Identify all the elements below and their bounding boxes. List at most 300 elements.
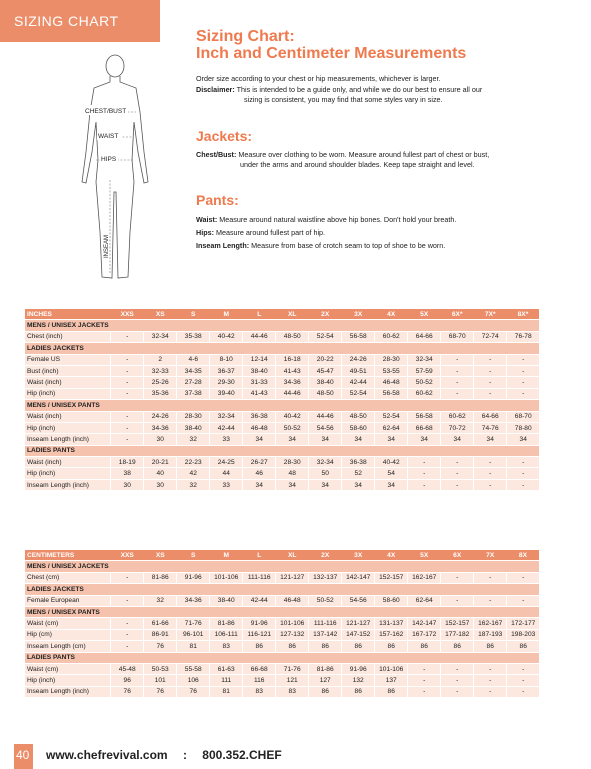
- section-label: MENS / UNISEX PANTS: [25, 606, 111, 617]
- table-cell: -: [441, 675, 474, 686]
- table-row: [25, 663, 539, 674]
- table-cell: -: [111, 422, 144, 433]
- table-cell: [243, 445, 276, 456]
- table-row: [25, 411, 539, 422]
- table-cell: [111, 320, 144, 331]
- row-label: Waist (inch): [25, 457, 111, 468]
- table-cell: 34: [342, 479, 375, 490]
- table-row: [25, 468, 539, 479]
- table-cell: 52-54: [375, 411, 408, 422]
- table-cell: 121: [276, 675, 309, 686]
- table-cell: [441, 652, 474, 663]
- section-label: LADIES JACKETS: [25, 343, 111, 354]
- table-cell: 38: [111, 468, 144, 479]
- table-cell: 96-101: [177, 629, 210, 640]
- table-cell: 53-55: [375, 365, 408, 376]
- table-cell: -: [507, 365, 540, 376]
- table-cell: 56-58: [342, 331, 375, 342]
- table-cell: 38-40: [309, 377, 342, 388]
- table-cell: 60-62: [375, 331, 408, 342]
- section-label: LADIES JACKETS: [25, 584, 111, 595]
- table-cell: 46-48: [276, 595, 309, 606]
- table-cell: 20-21: [144, 457, 177, 468]
- table-cell: 55-58: [177, 663, 210, 674]
- table-cell: 60-62: [441, 411, 474, 422]
- table-cell: 66-68: [243, 663, 276, 674]
- table-cell: 34: [342, 434, 375, 445]
- table-cell: [210, 343, 243, 354]
- table-cell: -: [507, 663, 540, 674]
- table-cell: -: [111, 595, 144, 606]
- table-cell: 68-70: [507, 411, 540, 422]
- size-header: 3X: [342, 309, 375, 320]
- table-cell: [375, 652, 408, 663]
- table-cell: 111-116: [309, 618, 342, 629]
- page-title: [196, 28, 466, 62]
- table-cell: 32: [177, 434, 210, 445]
- table-cell: -: [111, 618, 144, 629]
- row-label: Hip (inch): [25, 388, 111, 399]
- table-cell: [210, 584, 243, 595]
- table-cell: [177, 400, 210, 411]
- table-cell: -: [507, 388, 540, 399]
- table-row: [25, 629, 539, 640]
- table-cell: [441, 343, 474, 354]
- table-cell: 44-46: [276, 388, 309, 399]
- table-cell: [342, 343, 375, 354]
- row-label: Hip (inch): [25, 422, 111, 433]
- table-cell: 46-48: [375, 377, 408, 388]
- table-cell: [177, 343, 210, 354]
- table-cell: 29-30: [210, 377, 243, 388]
- table-cell: -: [408, 663, 441, 674]
- table-cell: [309, 445, 342, 456]
- row-label: Hip (inch): [25, 468, 111, 479]
- table-cell: 86: [276, 641, 309, 652]
- table-cell: [507, 652, 540, 663]
- table-cell: 86: [507, 641, 540, 652]
- table-cell: [309, 400, 342, 411]
- table-cell: -: [474, 388, 507, 399]
- table-row: [25, 618, 539, 629]
- table-cell: [474, 400, 507, 411]
- table-cell: 18-19: [111, 457, 144, 468]
- table-cell: 137: [375, 675, 408, 686]
- table-cell: 48-50: [309, 388, 342, 399]
- table-cell: 34: [474, 434, 507, 445]
- table-cell: 116-121: [243, 629, 276, 640]
- table-cell: [408, 400, 441, 411]
- table-cell: 27-28: [177, 377, 210, 388]
- table-cell: 22-23: [177, 457, 210, 468]
- table-cell: 44-46: [243, 331, 276, 342]
- table-cell: 71-76: [276, 663, 309, 674]
- row-label: Hip (cm): [25, 629, 111, 640]
- table-cell: [408, 652, 441, 663]
- table-cell: [408, 343, 441, 354]
- table-cell: 86: [408, 641, 441, 652]
- table-section-row: [25, 584, 539, 595]
- disclaimer-label: Disclaimer:: [196, 84, 235, 94]
- table-cell: [276, 445, 309, 456]
- table-cell: 36-38: [342, 457, 375, 468]
- table-cell: [474, 584, 507, 595]
- table-cell: [342, 561, 375, 572]
- hips-def-label: Hips:: [196, 228, 214, 237]
- table-cell: 76: [144, 641, 177, 652]
- table-cell: -: [111, 641, 144, 652]
- table-cell: -: [474, 479, 507, 490]
- table-cell: 81: [210, 686, 243, 697]
- table-cell: 74-76: [474, 422, 507, 433]
- table-cell: -: [441, 377, 474, 388]
- table-cell: 83: [276, 686, 309, 697]
- table-cell: [441, 561, 474, 572]
- table-cell: 2: [144, 354, 177, 365]
- table-section-row: [25, 320, 539, 331]
- table-cell: 12-14: [243, 354, 276, 365]
- table-cell: [111, 652, 144, 663]
- table-cell: 167-172: [408, 629, 441, 640]
- table-cell: 33: [210, 434, 243, 445]
- table-cell: -: [474, 365, 507, 376]
- table-cell: 24-26: [144, 411, 177, 422]
- table-cell: [276, 652, 309, 663]
- table-header-row: [25, 309, 539, 320]
- table-cell: [276, 320, 309, 331]
- table-cell: [342, 652, 375, 663]
- table-cell: 91-96: [177, 572, 210, 583]
- chest-bust-line-2: under the arms and around shoulder blades. Keep tape straight and level.: [240, 160, 475, 169]
- table-cell: [177, 652, 210, 663]
- disclaimer-line-2: sizing is consistent, you may find that some styles vary in size.: [244, 95, 443, 104]
- table-cell: 30: [144, 479, 177, 490]
- table-cell: -: [408, 468, 441, 479]
- table-row: [25, 331, 539, 342]
- chest-bust-text: Measure over clothing to be worn. Measure around fullest part of chest or bust,: [236, 150, 490, 159]
- table-cell: 34-35: [177, 365, 210, 376]
- table-cell: 34: [309, 479, 342, 490]
- table-cell: [111, 400, 144, 411]
- hips-def-text: Measure around fullest part of hip.: [213, 228, 326, 237]
- table-cell: 86: [375, 641, 408, 652]
- inseam-def-text: Measure from base of crotch seam to top of shoe to be worn.: [249, 241, 446, 250]
- table-cell: 121-127: [276, 572, 309, 583]
- size-header: 6X: [441, 550, 474, 561]
- table-cell: 72-74: [474, 331, 507, 342]
- table-cell: -: [441, 365, 474, 376]
- table-cell: 86: [243, 641, 276, 652]
- table-cell: 56-58: [375, 388, 408, 399]
- table-cell: 101-106: [210, 572, 243, 583]
- table-cell: 50-52: [276, 422, 309, 433]
- table-cell: -: [474, 468, 507, 479]
- table-cell: 157-162: [375, 629, 408, 640]
- section-label: MENS / UNISEX JACKETS: [25, 320, 111, 331]
- table-row: [25, 595, 539, 606]
- table-cell: 40-42: [375, 457, 408, 468]
- table-cell: [309, 652, 342, 663]
- table-cell: 37-38: [177, 388, 210, 399]
- table-cell: 32-33: [144, 365, 177, 376]
- table-cell: 131-137: [375, 618, 408, 629]
- table-cell: 106: [177, 675, 210, 686]
- table-cell: 198-203: [507, 629, 540, 640]
- table-cell: [177, 584, 210, 595]
- size-header: 4X: [375, 550, 408, 561]
- table-cell: [144, 343, 177, 354]
- table-cell: [507, 445, 540, 456]
- row-label: Inseam Length (cm): [25, 641, 111, 652]
- table-cell: 45-47: [309, 365, 342, 376]
- table-row: [25, 365, 539, 376]
- row-label: Inseam Length (inch): [25, 686, 111, 697]
- table-cell: 81: [177, 641, 210, 652]
- table-cell: [474, 343, 507, 354]
- row-label: Waist (cm): [25, 618, 111, 629]
- table-cell: 76: [111, 686, 144, 697]
- table-row: [25, 457, 539, 468]
- table-cell: -: [441, 388, 474, 399]
- table-row: [25, 422, 539, 433]
- size-header: XXS: [111, 550, 144, 561]
- page-number-box: [14, 744, 33, 769]
- table-cell: 32-34: [408, 354, 441, 365]
- table-cell: [441, 320, 474, 331]
- intro-line: Order size according to your chest or hip measurements, whichever is larger.: [196, 74, 441, 83]
- table-cell: 28-30: [375, 354, 408, 365]
- table-cell: 111: [210, 675, 243, 686]
- table-cell: -: [441, 595, 474, 606]
- table-cell: 48-50: [276, 331, 309, 342]
- size-header: XL: [276, 309, 309, 320]
- table-cell: 52: [342, 468, 375, 479]
- table-cell: 86: [441, 641, 474, 652]
- table-cell: 83: [243, 686, 276, 697]
- table-cell: 50: [309, 468, 342, 479]
- table-cell: [375, 584, 408, 595]
- table-cell: -: [474, 377, 507, 388]
- table-row: [25, 686, 539, 697]
- table-cell: 38-40: [210, 595, 243, 606]
- table-cell: 35-38: [177, 331, 210, 342]
- table-cell: [408, 561, 441, 572]
- table-cell: [342, 400, 375, 411]
- table-cell: [243, 400, 276, 411]
- table-cell: 132: [342, 675, 375, 686]
- table-cell: 33: [210, 479, 243, 490]
- table-cell: 177-182: [441, 629, 474, 640]
- table-cell: 30: [144, 434, 177, 445]
- size-header: M: [210, 550, 243, 561]
- table-cell: -: [408, 457, 441, 468]
- table-cell: -: [408, 686, 441, 697]
- hips-label: HIPS: [101, 156, 117, 163]
- table-cell: 83: [210, 641, 243, 652]
- table-cell: [375, 343, 408, 354]
- table-cell: 86: [375, 686, 408, 697]
- table-cell: 152-157: [375, 572, 408, 583]
- table-cell: 28-30: [276, 457, 309, 468]
- section-label: LADIES PANTS: [25, 652, 111, 663]
- table-cell: [111, 606, 144, 617]
- size-header: XL: [276, 550, 309, 561]
- table-cell: 49-51: [342, 365, 375, 376]
- table-header-row: [25, 550, 539, 561]
- table-cell: -: [111, 572, 144, 583]
- table-cell: -: [507, 479, 540, 490]
- pants-heading: Pants:: [196, 192, 239, 208]
- row-label: Hip (inch): [25, 675, 111, 686]
- table-cell: -: [474, 663, 507, 674]
- table-section-row: [25, 561, 539, 572]
- table-cell: 36-37: [210, 365, 243, 376]
- table-cell: 106-111: [210, 629, 243, 640]
- table-cell: 61-63: [210, 663, 243, 674]
- table-cell: 54: [375, 468, 408, 479]
- size-header: XS: [144, 550, 177, 561]
- size-header: 4X: [375, 309, 408, 320]
- footer: [46, 748, 294, 762]
- chest-label: CHEST/BUST: [85, 108, 127, 115]
- size-header: 8X: [507, 550, 540, 561]
- table-cell: [342, 606, 375, 617]
- table-cell: -: [507, 377, 540, 388]
- inseam-label: INSEAM: [104, 234, 110, 258]
- table-cell: 50-52: [309, 595, 342, 606]
- size-header: XS: [144, 309, 177, 320]
- waist-label: WAIST: [98, 133, 119, 140]
- table-cell: 34: [309, 434, 342, 445]
- table-cell: 137-142: [309, 629, 342, 640]
- table-cell: [111, 343, 144, 354]
- table-cell: [375, 445, 408, 456]
- table-cell: [210, 400, 243, 411]
- table-cell: 42: [177, 468, 210, 479]
- table-cell: 40-42: [276, 411, 309, 422]
- table-cell: [441, 445, 474, 456]
- row-label: Inseam Length (inch): [25, 434, 111, 445]
- table-cell: [507, 343, 540, 354]
- table-cell: 38-40: [177, 422, 210, 433]
- table-cell: -: [111, 388, 144, 399]
- table-cell: 62-64: [408, 595, 441, 606]
- table-cell: 28-30: [177, 411, 210, 422]
- table-row: [25, 572, 539, 583]
- table-cell: 86: [309, 641, 342, 652]
- table-cell: 116: [243, 675, 276, 686]
- table-cell: -: [507, 686, 540, 697]
- table-cell: 32: [177, 479, 210, 490]
- title-line-2: Inch and Centimeter Measurements: [196, 45, 467, 62]
- table-cell: [507, 584, 540, 595]
- section-label: LADIES PANTS: [25, 445, 111, 456]
- table-cell: 42-44: [342, 377, 375, 388]
- website-link[interactable]: www.chefrevival.com: [46, 748, 168, 762]
- inseam-def-label: Inseam Length:: [196, 241, 250, 250]
- table-cell: 58-60: [375, 595, 408, 606]
- table-cell: 42-44: [243, 595, 276, 606]
- table-cell: 142-147: [408, 618, 441, 629]
- table-cell: 147-152: [342, 629, 375, 640]
- table-cell: 101-106: [375, 663, 408, 674]
- table-cell: -: [111, 434, 144, 445]
- table-cell: [309, 584, 342, 595]
- table-cell: -: [408, 675, 441, 686]
- table-cell: 25-26: [144, 377, 177, 388]
- table-cell: [309, 343, 342, 354]
- table-cell: [177, 606, 210, 617]
- table-cell: 86-91: [144, 629, 177, 640]
- table-section-row: [25, 343, 539, 354]
- table-cell: [144, 400, 177, 411]
- table-cell: 40: [144, 468, 177, 479]
- table-cell: -: [441, 468, 474, 479]
- table-cell: 26-27: [243, 457, 276, 468]
- waist-def-text: Measure around natural waistline above hip bones. Don't hold your breath.: [217, 215, 457, 224]
- table-cell: [408, 445, 441, 456]
- table-cell: [111, 584, 144, 595]
- table-cell: 86: [474, 641, 507, 652]
- table-cell: -: [507, 572, 540, 583]
- table-cell: -: [474, 675, 507, 686]
- table-cell: 34: [507, 434, 540, 445]
- table-cell: 76: [144, 686, 177, 697]
- table-cell: 34-36: [177, 595, 210, 606]
- table-cell: 187-193: [474, 629, 507, 640]
- table-row: [25, 479, 539, 490]
- row-label: Waist (inch): [25, 411, 111, 422]
- row-label: Chest (inch): [25, 331, 111, 342]
- page-number: 40: [16, 748, 30, 762]
- table-cell: 34: [375, 479, 408, 490]
- row-label: Inseam Length (inch): [25, 479, 111, 490]
- table-cell: 111-116: [243, 572, 276, 583]
- table-cell: 34: [276, 479, 309, 490]
- table-cell: -: [474, 457, 507, 468]
- row-label: Chest (cm): [25, 572, 111, 583]
- table-unit-header: INCHES: [25, 309, 111, 320]
- table-cell: 91-96: [243, 618, 276, 629]
- waist-def-label: Waist:: [196, 215, 218, 224]
- table-cell: 50-53: [144, 663, 177, 674]
- table-cell: 81-86: [309, 663, 342, 674]
- chest-bust-label: Chest/Bust:: [196, 150, 237, 159]
- table-cell: [111, 561, 144, 572]
- table-cell: [408, 584, 441, 595]
- size-header: 6X*: [441, 309, 474, 320]
- table-cell: 52-54: [309, 331, 342, 342]
- size-header: S: [177, 550, 210, 561]
- table-cell: 162-167: [474, 618, 507, 629]
- table-cell: 62-64: [375, 422, 408, 433]
- table-cell: [210, 652, 243, 663]
- phone-number: 800.352.CHEF: [202, 748, 282, 762]
- table-cell: [408, 320, 441, 331]
- table-cell: [342, 445, 375, 456]
- table-cell: 34: [375, 434, 408, 445]
- table-cell: 35-36: [144, 388, 177, 399]
- table-cell: [507, 606, 540, 617]
- row-label: Bust (inch): [25, 365, 111, 376]
- table-section-row: [25, 445, 539, 456]
- table-cell: [111, 445, 144, 456]
- table-cell: 91-96: [342, 663, 375, 674]
- title-line-1: Sizing Chart:: [196, 28, 295, 45]
- size-header: L: [243, 550, 276, 561]
- table-cell: [441, 400, 474, 411]
- table-cell: -: [474, 354, 507, 365]
